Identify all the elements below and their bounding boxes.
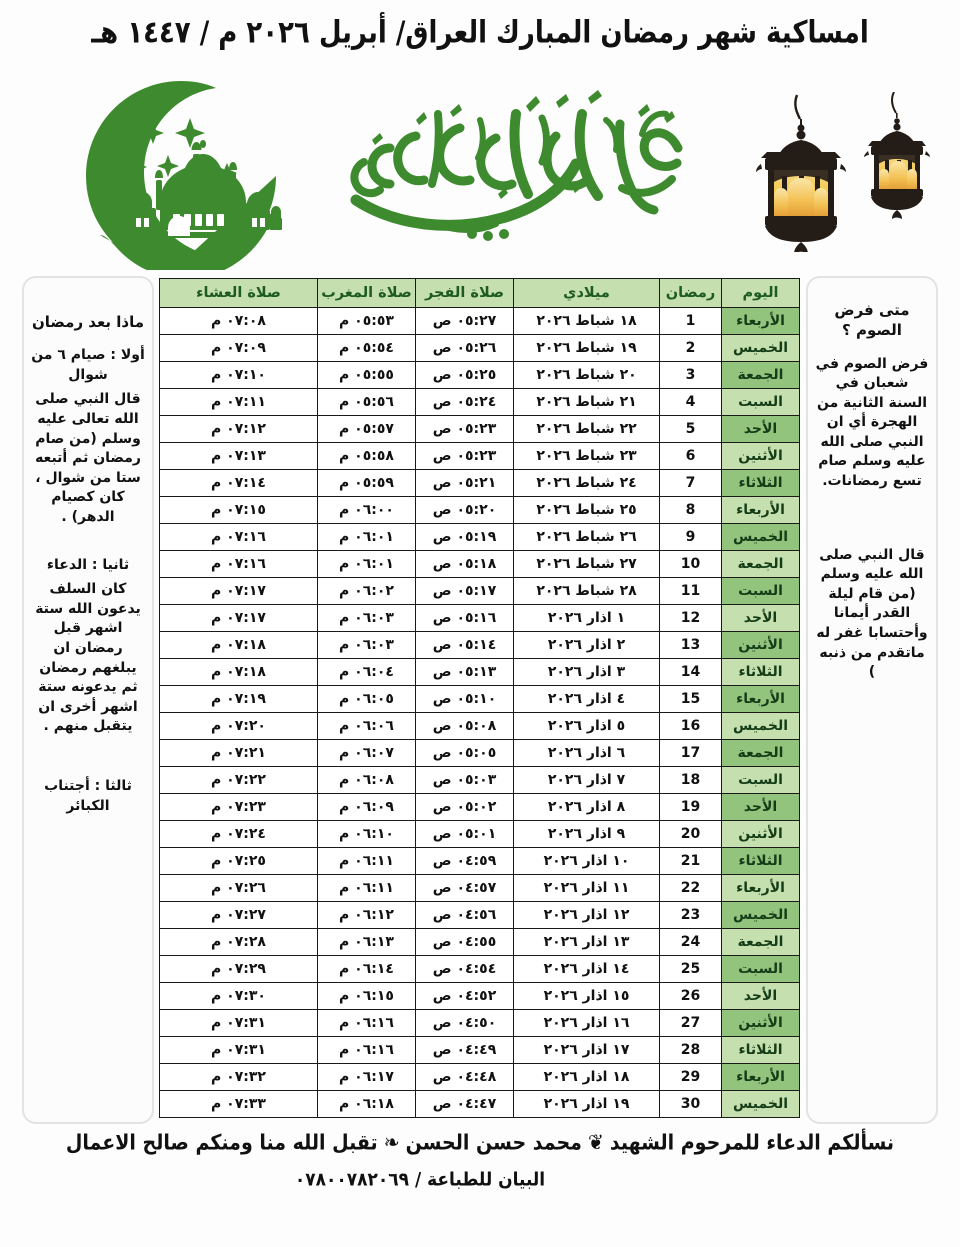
cell-gregorian-date: ٢٤ شباط ٢٠٢٦ bbox=[514, 470, 660, 497]
cell-gregorian-date: ٩ اذار ٢٠٢٦ bbox=[514, 821, 660, 848]
table-row bbox=[160, 929, 800, 956]
table-row bbox=[160, 389, 800, 416]
cell-maghrib-time: ٠٦:٠٦ م bbox=[318, 713, 416, 740]
cell-gregorian-date: ١١ اذار ٢٠٢٦ bbox=[514, 875, 660, 902]
cell-isha-time: ٠٧:٢١ م bbox=[160, 740, 318, 767]
cell-isha-time: ٠٧:١٨ م bbox=[160, 632, 318, 659]
cell-day: الجمعة bbox=[722, 362, 800, 389]
cell-ramadan-day: 10 bbox=[660, 551, 722, 578]
cell-isha-time: ٠٧:٢٧ م bbox=[160, 902, 318, 929]
cell-maghrib-time: ٠٦:٠٤ م bbox=[318, 659, 416, 686]
cell-maghrib-time: ٠٥:٥٤ م bbox=[318, 335, 416, 362]
left-item1-body: قال النبي صلى الله تعالى عليه وسلم (من صام رمضان ثم أتبعه ستا من شوال ، كان كصيام الدهر) . bbox=[35, 391, 141, 525]
cell-ramadan-day: 2 bbox=[660, 335, 722, 362]
right-question-block bbox=[814, 300, 930, 341]
cell-day: الخميس bbox=[722, 335, 800, 362]
table-row bbox=[160, 1037, 800, 1064]
table-row bbox=[160, 956, 800, 983]
cell-maghrib-time: ٠٦:١٥ م bbox=[318, 983, 416, 1010]
cell-ramadan-day: 13 bbox=[660, 632, 722, 659]
cell-maghrib-time: ٠٥:٥٧ م bbox=[318, 416, 416, 443]
col-header-isha: صلاة العشاء bbox=[160, 279, 318, 308]
cell-ramadan-day: 8 bbox=[660, 497, 722, 524]
cell-ramadan-day: 18 bbox=[660, 767, 722, 794]
cell-maghrib-time: ٠٥:٥٨ م bbox=[318, 443, 416, 470]
cell-isha-time: ٠٧:٠٨ م bbox=[160, 308, 318, 335]
cell-maghrib-time: ٠٦:٠٣ م bbox=[318, 632, 416, 659]
cell-maghrib-time: ٠٦:٠٢ م bbox=[318, 578, 416, 605]
cell-day: الأحد bbox=[722, 605, 800, 632]
cell-fajr-time: ٠٥:٢٣ ص bbox=[416, 443, 514, 470]
cell-fajr-time: ٠٥:٠١ ص bbox=[416, 821, 514, 848]
cell-fajr-time: ٠٥:٢٠ ص bbox=[416, 497, 514, 524]
cell-fajr-time: ٠٥:١٣ ص bbox=[416, 659, 514, 686]
cell-maghrib-time: ٠٦:١٤ م bbox=[318, 956, 416, 983]
cell-ramadan-day: 12 bbox=[660, 605, 722, 632]
cell-gregorian-date: ١٦ اذار ٢٠٢٦ bbox=[514, 1010, 660, 1037]
cell-maghrib-time: ٠٥:٥٩ م bbox=[318, 470, 416, 497]
cell-day: الأحد bbox=[722, 794, 800, 821]
cell-fajr-time: ٠٤:٥٧ ص bbox=[416, 875, 514, 902]
cell-gregorian-date: ٢١ شباط ٢٠٢٦ bbox=[514, 389, 660, 416]
cell-maghrib-time: ٠٦:١٧ م bbox=[318, 1064, 416, 1091]
cell-fajr-time: ٠٥:١٨ ص bbox=[416, 551, 514, 578]
cell-ramadan-day: 7 bbox=[660, 470, 722, 497]
table-row bbox=[160, 902, 800, 929]
left-note-item-3 bbox=[30, 777, 146, 816]
cell-day: الثلاثاء bbox=[722, 848, 800, 875]
cell-isha-time: ٠٧:٢٣ م bbox=[160, 794, 318, 821]
cell-gregorian-date: ٢٢ شباط ٢٠٢٦ bbox=[514, 416, 660, 443]
cell-ramadan-day: 28 bbox=[660, 1037, 722, 1064]
cell-maghrib-time: ٠٦:١١ م bbox=[318, 848, 416, 875]
cell-day: الثلاثاء bbox=[722, 1037, 800, 1064]
cell-isha-time: ٠٧:١٥ م bbox=[160, 497, 318, 524]
cell-isha-time: ٠٧:٣١ م bbox=[160, 1037, 318, 1064]
cell-ramadan-day: 1 bbox=[660, 308, 722, 335]
left-item2-title: ثانيا : الدعاء bbox=[46, 556, 130, 573]
cell-fajr-time: ٠٥:٢٣ ص bbox=[416, 416, 514, 443]
cell-maghrib-time: ٠٦:١٢ م bbox=[318, 902, 416, 929]
cell-fajr-time: ٠٥:٢٧ ص bbox=[416, 308, 514, 335]
cell-maghrib-time: ٠٦:٠١ م bbox=[318, 524, 416, 551]
cell-day: الأربعاء bbox=[722, 497, 800, 524]
cell-gregorian-date: ١٨ شباط ٢٠٢٦ bbox=[514, 308, 660, 335]
cell-ramadan-day: 26 bbox=[660, 983, 722, 1010]
cell-fajr-time: ٠٥:١٠ ص bbox=[416, 686, 514, 713]
cell-gregorian-date: ١٩ شباط ٢٠٢٦ bbox=[514, 335, 660, 362]
cell-fajr-time: ٠٥:٢٦ ص bbox=[416, 335, 514, 362]
cell-gregorian-date: ٤ اذار ٢٠٢٦ bbox=[514, 686, 660, 713]
cell-fajr-time: ٠٥:٢٥ ص bbox=[416, 362, 514, 389]
table-row bbox=[160, 443, 800, 470]
table-row bbox=[160, 1064, 800, 1091]
table-row bbox=[160, 740, 800, 767]
table-row bbox=[160, 686, 800, 713]
cell-day: الخميس bbox=[722, 902, 800, 929]
col-header-day: اليوم bbox=[722, 279, 800, 308]
cell-gregorian-date: ٢ اذار ٢٠٢٦ bbox=[514, 632, 660, 659]
cell-fajr-time: ٠٤:٥٥ ص bbox=[416, 929, 514, 956]
cell-gregorian-date: ٢٠ شباط ٢٠٢٦ bbox=[514, 362, 660, 389]
col-header-maghrib: صلاة المغرب bbox=[318, 279, 416, 308]
footer-part1: نسألكم الدعاء للمرحوم الشهيد bbox=[609, 1130, 895, 1156]
cell-day: الجمعة bbox=[722, 740, 800, 767]
cell-day: الجمعة bbox=[722, 551, 800, 578]
cell-isha-time: ٠٧:٣١ م bbox=[160, 1010, 318, 1037]
cell-maghrib-time: ٠٦:٠٨ م bbox=[318, 767, 416, 794]
cell-ramadan-day: 17 bbox=[660, 740, 722, 767]
cell-gregorian-date: ٥ اذار ٢٠٢٦ bbox=[514, 713, 660, 740]
footer-part3: تقبل الله منا ومنكم صالح الاعمال bbox=[65, 1130, 378, 1156]
cell-gregorian-date: ٢٥ شباط ٢٠٢٦ bbox=[514, 497, 660, 524]
cell-isha-time: ٠٧:١٤ م bbox=[160, 470, 318, 497]
cell-ramadan-day: 6 bbox=[660, 443, 722, 470]
cell-ramadan-day: 11 bbox=[660, 578, 722, 605]
cell-gregorian-date: ٦ اذار ٢٠٢٦ bbox=[514, 740, 660, 767]
flower-divider-icon-2: ❧ bbox=[383, 1130, 400, 1156]
cell-ramadan-day: 4 bbox=[660, 389, 722, 416]
table-row bbox=[160, 470, 800, 497]
cell-maghrib-time: ٠٦:٠٩ م bbox=[318, 794, 416, 821]
cell-fajr-time: ٠٤:٥٦ ص bbox=[416, 902, 514, 929]
page-title: امساكية شهر رمضان المبارك العراق/ أبريل ٢٠٢٦ م / ١٤٤٧ هـ bbox=[91, 15, 869, 51]
cell-ramadan-day: 14 bbox=[660, 659, 722, 686]
cell-isha-time: ٠٧:١٣ م bbox=[160, 443, 318, 470]
cell-ramadan-day: 25 bbox=[660, 956, 722, 983]
cell-ramadan-day: 29 bbox=[660, 1064, 722, 1091]
left-notes-panel bbox=[22, 276, 154, 1124]
cell-maghrib-time: ٠٦:١٦ م bbox=[318, 1010, 416, 1037]
cell-day: الأثنين bbox=[722, 632, 800, 659]
cell-ramadan-day: 15 bbox=[660, 686, 722, 713]
cell-day: الخميس bbox=[722, 1091, 800, 1118]
cell-day: السبت bbox=[722, 767, 800, 794]
table-row bbox=[160, 875, 800, 902]
table-row bbox=[160, 848, 800, 875]
col-header-fajr: صلاة الفجر bbox=[416, 279, 514, 308]
cell-fajr-time: ٠٥:٢٤ ص bbox=[416, 389, 514, 416]
cell-gregorian-date: ١٩ اذار ٢٠٢٦ bbox=[514, 1091, 660, 1118]
cell-ramadan-day: 22 bbox=[660, 875, 722, 902]
cell-fajr-time: ٠٥:٠٣ ص bbox=[416, 767, 514, 794]
cell-maghrib-time: ٠٦:٠٥ م bbox=[318, 686, 416, 713]
table-row bbox=[160, 821, 800, 848]
cell-fajr-time: ٠٤:٥٩ ص bbox=[416, 848, 514, 875]
cell-maghrib-time: ٠٦:١٦ م bbox=[318, 1037, 416, 1064]
cell-gregorian-date: ١٥ اذار ٢٠٢٦ bbox=[514, 983, 660, 1010]
cell-day: الأربعاء bbox=[722, 875, 800, 902]
cell-fajr-time: ٠٤:٥٢ ص bbox=[416, 983, 514, 1010]
cell-day: الأثنين bbox=[722, 821, 800, 848]
cell-day: الخميس bbox=[722, 524, 800, 551]
cell-ramadan-day: 3 bbox=[660, 362, 722, 389]
footer-part2: محمد حسن الحسن bbox=[405, 1130, 582, 1156]
cell-maghrib-time: ٠٥:٥٣ م bbox=[318, 308, 416, 335]
cell-day: الثلاثاء bbox=[722, 470, 800, 497]
cell-fajr-time: ٠٥:١٦ ص bbox=[416, 605, 514, 632]
cell-fajr-time: ٠٥:٠٨ ص bbox=[416, 713, 514, 740]
cell-maghrib-time: ٠٥:٥٦ م bbox=[318, 389, 416, 416]
cell-fajr-time: ٠٥:١٤ ص bbox=[416, 632, 514, 659]
cell-isha-time: ٠٧:١٧ م bbox=[160, 605, 318, 632]
cell-isha-time: ٠٧:١٩ م bbox=[160, 686, 318, 713]
cell-maghrib-time: ٠٦:١٣ م bbox=[318, 929, 416, 956]
left-item3-title: ثالثا : أجتناب الكبائر bbox=[44, 777, 132, 814]
prayer-times-table-wrap bbox=[160, 278, 800, 1118]
cell-fajr-time: ٠٤:٤٧ ص bbox=[416, 1091, 514, 1118]
cell-gregorian-date: ٢٦ شباط ٢٠٢٦ bbox=[514, 524, 660, 551]
left-note-item-2 bbox=[30, 556, 146, 737]
cell-ramadan-day: 30 bbox=[660, 1091, 722, 1118]
cell-day: السبت bbox=[722, 578, 800, 605]
cell-fajr-time: ٠٥:٠٢ ص bbox=[416, 794, 514, 821]
table-row bbox=[160, 362, 800, 389]
cell-isha-time: ٠٧:٢٦ م bbox=[160, 875, 318, 902]
cell-maghrib-time: ٠٦:٠١ م bbox=[318, 551, 416, 578]
cell-isha-time: ٠٧:١١ م bbox=[160, 389, 318, 416]
cell-isha-time: ٠٧:٢٥ م bbox=[160, 848, 318, 875]
table-header-row bbox=[160, 279, 800, 308]
cell-maghrib-time: ٠٦:١١ م bbox=[318, 875, 416, 902]
cell-maghrib-time: ٠٦:٠٠ م bbox=[318, 497, 416, 524]
right-panel-hadith: قال النبي صلى الله عليه وسلم (من قام ليلة القدر أيمانا وأحتسابا غفر له ماتقدم من ذنبه ) bbox=[816, 546, 928, 681]
cell-ramadan-day: 20 bbox=[660, 821, 722, 848]
table-row bbox=[160, 497, 800, 524]
cell-ramadan-day: 23 bbox=[660, 902, 722, 929]
left-item1-title: أولا : صيام ٦ من شوال bbox=[31, 347, 145, 383]
cell-maghrib-time: ٠٦:١٠ م bbox=[318, 821, 416, 848]
cell-isha-time: ٠٧:١٠ م bbox=[160, 362, 318, 389]
table-row bbox=[160, 605, 800, 632]
header-artwork bbox=[0, 78, 960, 268]
right-notes-panel bbox=[806, 276, 938, 1124]
table-row bbox=[160, 335, 800, 362]
cell-ramadan-day: 27 bbox=[660, 1010, 722, 1037]
left-item2-body: كان السلف يدعون الله ستة اشهر قبل رمضان ان يبلغهم رمضان ثم يدعونه ستة اشهر أخرى ان يتقبل منهم . bbox=[35, 581, 141, 735]
right-panel-answer: فرض الصوم في شعبان في السنة الثانية من الهجرة أي ان النبي صلى الله عليه وسلم صام تسع رمضانات. bbox=[815, 355, 929, 490]
table-row bbox=[160, 524, 800, 551]
cell-isha-time: ٠٧:٢٤ م bbox=[160, 821, 318, 848]
cell-isha-time: ٠٧:٠٩ م bbox=[160, 335, 318, 362]
crescent-mosque-icon bbox=[40, 80, 340, 270]
cell-isha-time: ٠٧:٣٢ م bbox=[160, 1064, 318, 1091]
cell-maghrib-time: ٠٦:٠٧ م bbox=[318, 740, 416, 767]
table-row bbox=[160, 659, 800, 686]
cell-ramadan-day: 21 bbox=[660, 848, 722, 875]
cell-maghrib-time: ٠٦:١٨ م bbox=[318, 1091, 416, 1118]
table-row bbox=[160, 767, 800, 794]
cell-day: الأربعاء bbox=[722, 686, 800, 713]
cell-fajr-time: ٠٤:٤٩ ص bbox=[416, 1037, 514, 1064]
cell-day: الخميس bbox=[722, 713, 800, 740]
cell-day: الجمعة bbox=[722, 929, 800, 956]
cell-fajr-time: ٠٤:٥٠ ص bbox=[416, 1010, 514, 1037]
cell-ramadan-day: 19 bbox=[660, 794, 722, 821]
cell-gregorian-date: ١ اذار ٢٠٢٦ bbox=[514, 605, 660, 632]
cell-isha-time: ٠٧:٣٠ م bbox=[160, 983, 318, 1010]
cell-isha-time: ٠٧:٢٠ م bbox=[160, 713, 318, 740]
cell-gregorian-date: ٣ اذار ٢٠٢٦ bbox=[514, 659, 660, 686]
table-body bbox=[160, 308, 800, 1118]
cell-isha-time: ٠٧:٢٩ م bbox=[160, 956, 318, 983]
col-header-ramadan: رمضان bbox=[660, 279, 722, 308]
col-header-gregorian: ميلادي bbox=[514, 279, 660, 308]
cell-day: الأحد bbox=[722, 416, 800, 443]
cell-day: الأثنين bbox=[722, 443, 800, 470]
footer-dedication-line bbox=[66, 1131, 894, 1156]
table-row bbox=[160, 632, 800, 659]
cell-day: الأربعاء bbox=[722, 308, 800, 335]
table-row bbox=[160, 1091, 800, 1118]
table-row bbox=[160, 308, 800, 335]
table-row bbox=[160, 1010, 800, 1037]
cell-ramadan-day: 9 bbox=[660, 524, 722, 551]
table-row bbox=[160, 713, 800, 740]
cell-gregorian-date: ١٣ اذار ٢٠٢٦ bbox=[514, 929, 660, 956]
cell-isha-time: ٠٧:١٢ م bbox=[160, 416, 318, 443]
cell-fajr-time: ٠٤:٥٤ ص bbox=[416, 956, 514, 983]
cell-maghrib-time: ٠٦:٠٣ م bbox=[318, 605, 416, 632]
left-note-heading-block bbox=[30, 312, 146, 332]
cell-gregorian-date: ٢٣ شباط ٢٠٢٦ bbox=[514, 443, 660, 470]
left-panel-heading: ماذا بعد رمضان bbox=[31, 313, 145, 331]
cell-ramadan-day: 24 bbox=[660, 929, 722, 956]
table-row bbox=[160, 551, 800, 578]
cell-isha-time: ٠٧:١٦ م bbox=[160, 524, 318, 551]
flower-divider-icon: ❦ bbox=[587, 1130, 604, 1156]
cell-fajr-time: ٠٥:٢١ ص bbox=[416, 470, 514, 497]
right-answer-block bbox=[814, 355, 930, 492]
cell-day: السبت bbox=[722, 956, 800, 983]
ramadan-lantern-icon bbox=[752, 92, 942, 252]
cell-gregorian-date: ١٨ اذار ٢٠٢٦ bbox=[514, 1064, 660, 1091]
cell-gregorian-date: ١٧ اذار ٢٠٢٦ bbox=[514, 1037, 660, 1064]
cell-gregorian-date: ٢٨ شباط ٢٠٢٦ bbox=[514, 578, 660, 605]
cell-fajr-time: ٠٥:٠٥ ص bbox=[416, 740, 514, 767]
poster-title-bar bbox=[0, 15, 960, 51]
poster-footer bbox=[0, 1132, 960, 1242]
cell-isha-time: ٠٧:٢٨ م bbox=[160, 929, 318, 956]
table-row bbox=[160, 983, 800, 1010]
prayer-times-table bbox=[159, 278, 800, 1118]
cell-gregorian-date: ١٤ اذار ٢٠٢٦ bbox=[514, 956, 660, 983]
cell-isha-time: ٠٧:١٦ م bbox=[160, 551, 318, 578]
cell-gregorian-date: ٧ اذار ٢٠٢٦ bbox=[514, 767, 660, 794]
cell-isha-time: ٠٧:١٨ م bbox=[160, 659, 318, 686]
right-hadith-block bbox=[814, 546, 930, 683]
cell-maghrib-time: ٠٥:٥٥ م bbox=[318, 362, 416, 389]
cell-day: الأربعاء bbox=[722, 1064, 800, 1091]
table-row bbox=[160, 794, 800, 821]
cell-gregorian-date: ١٠ اذار ٢٠٢٦ bbox=[514, 848, 660, 875]
right-panel-question: متى فرض الصوم ؟ bbox=[834, 301, 910, 340]
cell-isha-time: ٠٧:١٧ م bbox=[160, 578, 318, 605]
cell-day: السبت bbox=[722, 389, 800, 416]
cell-day: الأثنين bbox=[722, 1010, 800, 1037]
cell-day: الأحد bbox=[722, 983, 800, 1010]
eid-calligraphy bbox=[320, 84, 710, 254]
cell-isha-time: ٠٧:٣٣ م bbox=[160, 1091, 318, 1118]
cell-fajr-time: ٠٤:٤٨ ص bbox=[416, 1064, 514, 1091]
cell-gregorian-date: ١٢ اذار ٢٠٢٦ bbox=[514, 902, 660, 929]
cell-fajr-time: ٠٥:١٧ ص bbox=[416, 578, 514, 605]
footer-printer-line: البيان للطباعة / ٠٧٨٠٠٧٨٢٠٦٩ bbox=[294, 1169, 546, 1191]
cell-fajr-time: ٠٥:١٩ ص bbox=[416, 524, 514, 551]
cell-day: الثلاثاء bbox=[722, 659, 800, 686]
table-row bbox=[160, 416, 800, 443]
cell-isha-time: ٠٧:٢٢ م bbox=[160, 767, 318, 794]
left-note-item-1 bbox=[30, 346, 146, 527]
cell-gregorian-date: ٨ اذار ٢٠٢٦ bbox=[514, 794, 660, 821]
table-row bbox=[160, 578, 800, 605]
cell-ramadan-day: 5 bbox=[660, 416, 722, 443]
cell-ramadan-day: 16 bbox=[660, 713, 722, 740]
main-content bbox=[0, 276, 960, 1128]
cell-gregorian-date: ٢٧ شباط ٢٠٢٦ bbox=[514, 551, 660, 578]
